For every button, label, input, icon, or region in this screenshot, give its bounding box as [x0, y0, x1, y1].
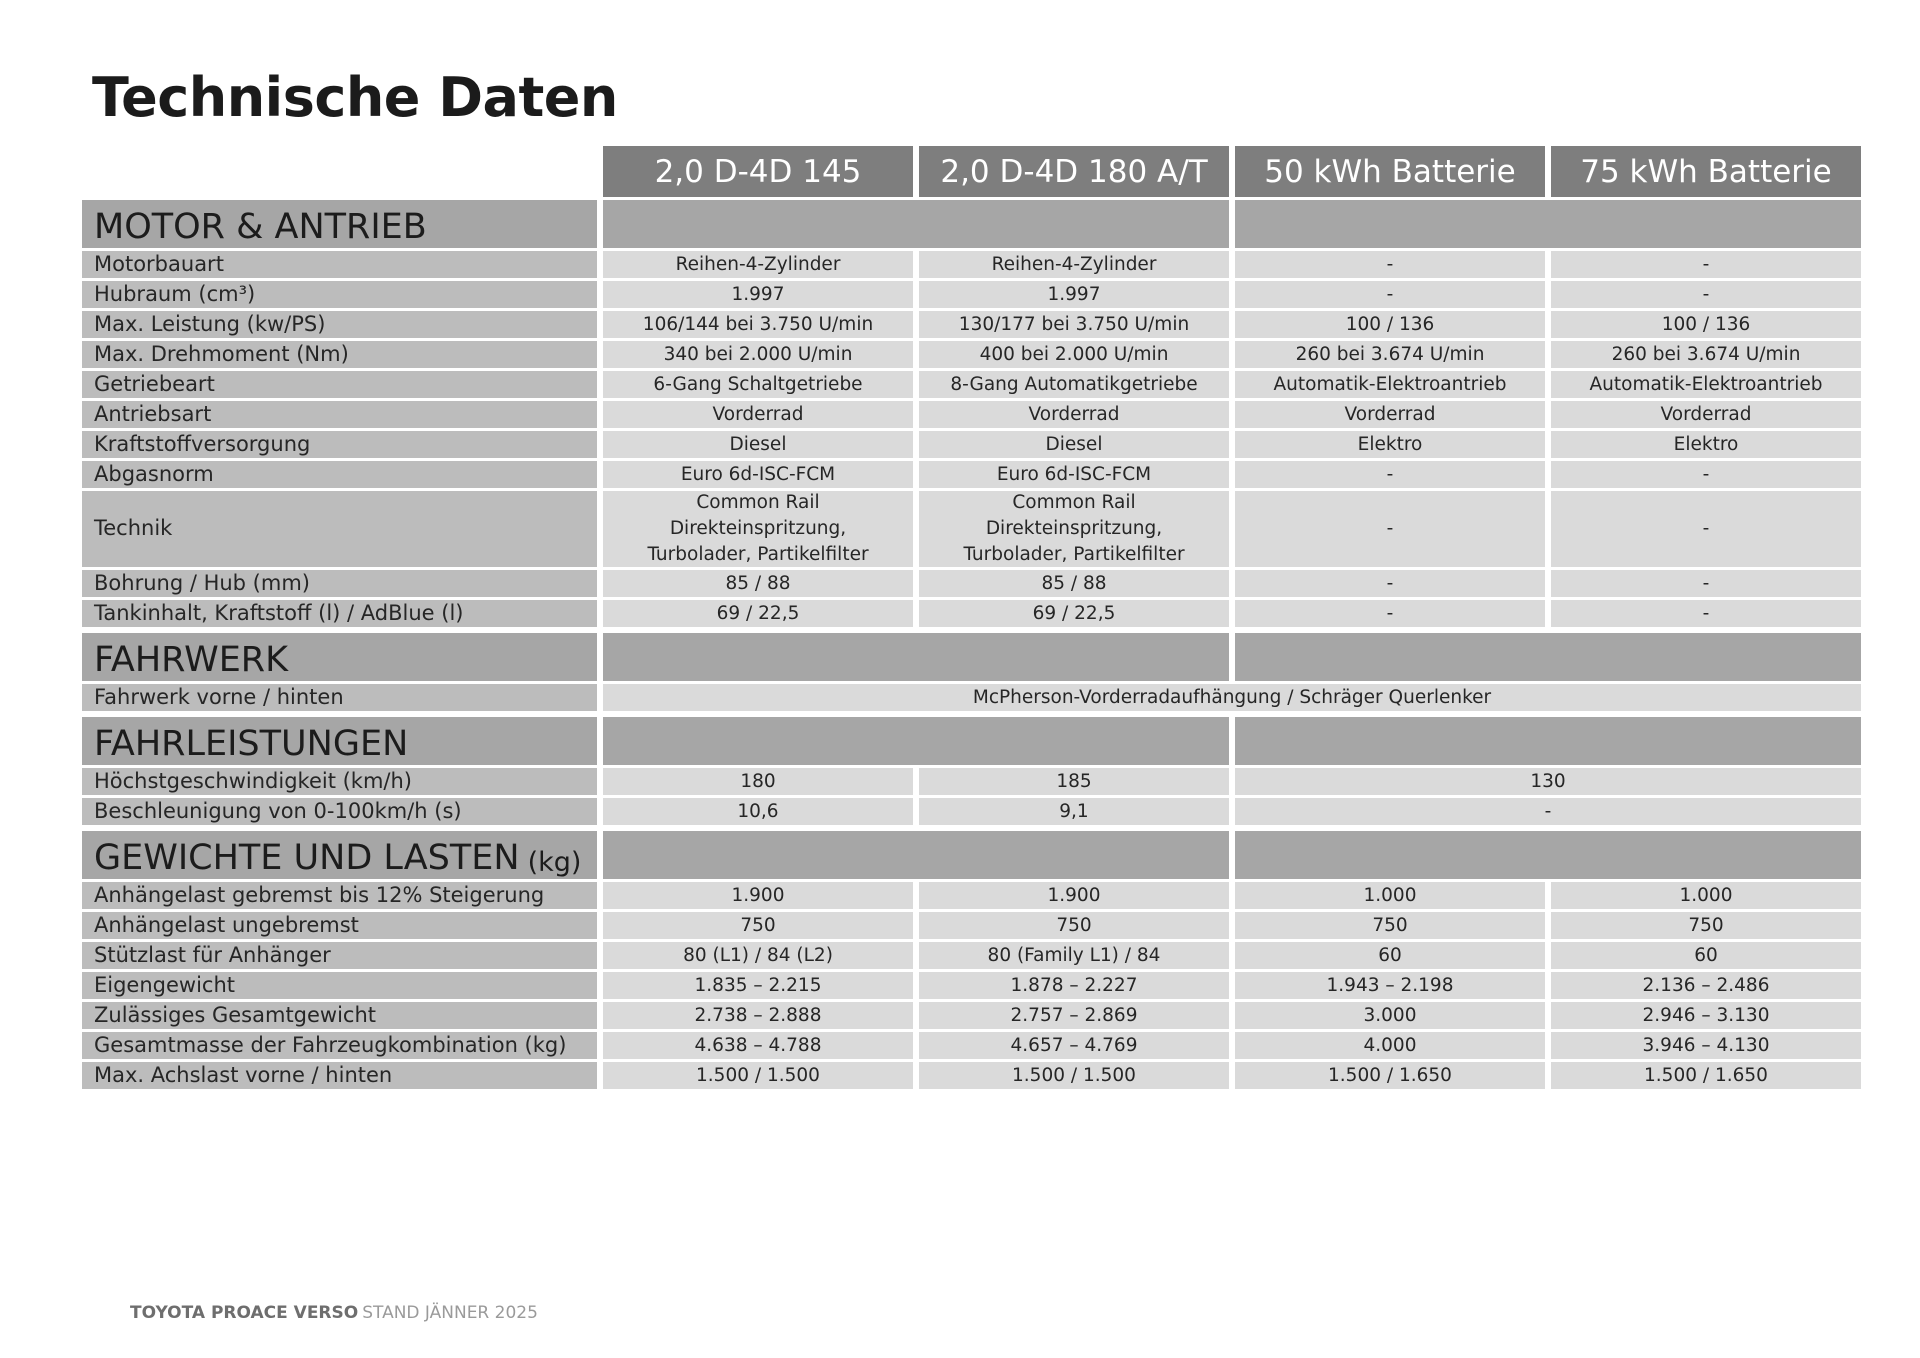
cell: -	[1235, 281, 1545, 308]
cell: 1.500 / 1.500	[603, 1062, 913, 1089]
cell: Elektro	[1551, 431, 1861, 458]
section-band-diesel	[603, 200, 1229, 248]
cell: 750	[603, 912, 913, 939]
section-title: MOTOR & ANTRIEB	[82, 200, 597, 248]
row-label: Abgasnorm	[82, 461, 597, 488]
cell: 1.878 – 2.227	[919, 972, 1229, 999]
cell: 185	[919, 768, 1229, 795]
cell: 60	[1235, 942, 1545, 969]
cell: Vorderrad	[603, 401, 913, 428]
row-label: Eigengewicht	[82, 972, 597, 999]
cell: Euro 6d-ISC-FCM	[919, 461, 1229, 488]
cell: 2.946 – 3.130	[1551, 1002, 1861, 1029]
table-row	[82, 600, 1856, 627]
cell: 260 bei 3.674 U/min	[1235, 341, 1545, 368]
cell: Common Rail Direkteinspritzung, Turbolader, Partikelfilter	[919, 491, 1229, 567]
section-header-gewichte	[82, 831, 1856, 879]
cell: 4.657 – 4.769	[919, 1032, 1229, 1059]
cell: Diesel	[603, 431, 913, 458]
cell: -	[1235, 251, 1545, 278]
cell: 10,6	[603, 798, 913, 825]
cell: -	[1551, 281, 1861, 308]
column-header-d4d-180: 2,0 D-4D 180 A/T	[919, 146, 1229, 197]
row-label: Zulässiges Gesamtgewicht	[82, 1002, 597, 1029]
cell: 85 / 88	[919, 570, 1229, 597]
cell: 180	[603, 768, 913, 795]
cell: -	[1551, 461, 1861, 488]
section-header-fahrleistungen	[82, 717, 1856, 765]
column-header-75kwh: 75 kWh Batterie	[1551, 146, 1861, 197]
cell: 60	[1551, 942, 1861, 969]
table-row	[82, 311, 1856, 338]
cell-all-models: McPherson-Vorderradaufhängung / Schräger Querlenker	[603, 684, 1861, 711]
table-row	[82, 768, 1856, 795]
header-spacer	[82, 146, 597, 197]
cell: 1.900	[919, 882, 1229, 909]
row-label: Max. Drehmoment (Nm)	[82, 341, 597, 368]
cell: 4.638 – 4.788	[603, 1032, 913, 1059]
cell: Common Rail Direkteinspritzung, Turbolader, Partikelfilter	[603, 491, 913, 567]
section-header-motor	[82, 200, 1856, 248]
section-band-diesel	[603, 633, 1229, 681]
row-label: Max. Leistung (kw/PS)	[82, 311, 597, 338]
column-header-50kwh: 50 kWh Batterie	[1235, 146, 1545, 197]
section-band-electric	[1235, 717, 1861, 765]
section-title	[82, 831, 597, 879]
cell: Automatik-Elektroantrieb	[1235, 371, 1545, 398]
cell: -	[1235, 600, 1545, 627]
cell: 1.500 / 1.500	[919, 1062, 1229, 1089]
table-row	[82, 1032, 1856, 1059]
section-title-text: GEWICHTE UND LASTEN	[94, 838, 520, 878]
table-row	[82, 882, 1856, 909]
row-label: Gesamtmasse der Fahrzeugkombination (kg)	[82, 1032, 597, 1059]
row-label: Stützlast für Anhänger	[82, 942, 597, 969]
row-label: Hubraum (cm³)	[82, 281, 597, 308]
cell: -	[1551, 491, 1861, 567]
row-label: Motorbauart	[82, 251, 597, 278]
cell: Reihen-4-Zylinder	[919, 251, 1229, 278]
cell: 3.000	[1235, 1002, 1545, 1029]
section-title: FAHRWERK	[82, 633, 597, 681]
row-label: Höchstgeschwindigkeit (km/h)	[82, 768, 597, 795]
row-label: Beschleunigung von 0-100km/h (s)	[82, 798, 597, 825]
cell: 100 / 136	[1551, 311, 1861, 338]
table-row	[82, 1002, 1856, 1029]
cell: 750	[1551, 912, 1861, 939]
cell: 4.000	[1235, 1032, 1545, 1059]
table-row	[82, 341, 1856, 368]
section-unit: (kg)	[527, 847, 582, 878]
cell: 1.500 / 1.650	[1235, 1062, 1545, 1089]
cell: Reihen-4-Zylinder	[603, 251, 913, 278]
cell: 400 bei 2.000 U/min	[919, 341, 1229, 368]
spec-table	[82, 146, 1856, 1092]
row-label: Technik	[82, 491, 597, 567]
cell: Elektro	[1235, 431, 1545, 458]
cell: Vorderrad	[919, 401, 1229, 428]
row-label: Tankinhalt, Kraftstoff (l) / AdBlue (l)	[82, 600, 597, 627]
cell: 6-Gang Schaltgetriebe	[603, 371, 913, 398]
cell: 1.500 / 1.650	[1551, 1062, 1861, 1089]
cell: 80 (Family L1) / 84	[919, 942, 1229, 969]
row-label: Getriebeart	[82, 371, 597, 398]
table-row	[82, 798, 1856, 825]
cell: -	[1235, 461, 1545, 488]
column-header-row	[82, 146, 1856, 197]
page-footer	[130, 1303, 538, 1323]
cell: 750	[1235, 912, 1545, 939]
section-header-fahrwerk	[82, 633, 1856, 681]
cell: Vorderrad	[1551, 401, 1861, 428]
row-label: Max. Achslast vorne / hinten	[82, 1062, 597, 1089]
page-title: Technische Daten	[92, 66, 618, 129]
cell: 3.946 – 4.130	[1551, 1032, 1861, 1059]
table-row	[82, 371, 1856, 398]
cell: 2.136 – 2.486	[1551, 972, 1861, 999]
table-row	[82, 491, 1856, 567]
table-row	[82, 1062, 1856, 1089]
cell: 130/177 bei 3.750 U/min	[919, 311, 1229, 338]
cell: Vorderrad	[1235, 401, 1545, 428]
cell: 1.000	[1551, 882, 1861, 909]
table-row	[82, 972, 1856, 999]
table-row	[82, 684, 1856, 711]
footer-date: STAND JÄNNER 2025	[362, 1303, 538, 1323]
cell: 85 / 88	[603, 570, 913, 597]
table-row	[82, 401, 1856, 428]
cell: 340 bei 2.000 U/min	[603, 341, 913, 368]
cell-electric-models: 130	[1235, 768, 1861, 795]
row-label: Antriebsart	[82, 401, 597, 428]
cell: 69 / 22,5	[919, 600, 1229, 627]
cell: -	[1551, 570, 1861, 597]
cell: 1.943 – 2.198	[1235, 972, 1545, 999]
cell: 750	[919, 912, 1229, 939]
cell: -	[1551, 600, 1861, 627]
row-label: Anhängelast gebremst bis 12% Steigerung	[82, 882, 597, 909]
table-row	[82, 281, 1856, 308]
section-band-diesel	[603, 717, 1229, 765]
cell: 1.000	[1235, 882, 1545, 909]
column-header-d4d-145: 2,0 D-4D 145	[603, 146, 913, 197]
cell: 1.900	[603, 882, 913, 909]
cell: Automatik-Elektroantrieb	[1551, 371, 1861, 398]
cell: 2.757 – 2.869	[919, 1002, 1229, 1029]
cell: 1.997	[919, 281, 1229, 308]
section-band-diesel	[603, 831, 1229, 879]
table-row	[82, 461, 1856, 488]
table-row	[82, 431, 1856, 458]
cell: 80 (L1) / 84 (L2)	[603, 942, 913, 969]
row-label: Fahrwerk vorne / hinten	[82, 684, 597, 711]
row-label: Kraftstoffversorgung	[82, 431, 597, 458]
cell: -	[1235, 491, 1545, 567]
cell: 260 bei 3.674 U/min	[1551, 341, 1861, 368]
table-row	[82, 251, 1856, 278]
cell: 8-Gang Automatikgetriebe	[919, 371, 1229, 398]
cell: 106/144 bei 3.750 U/min	[603, 311, 913, 338]
cell: 69 / 22,5	[603, 600, 913, 627]
cell: 1.997	[603, 281, 913, 308]
table-row	[82, 942, 1856, 969]
section-title: FAHRLEISTUNGEN	[82, 717, 597, 765]
section-band-electric	[1235, 200, 1861, 248]
cell: -	[1551, 251, 1861, 278]
section-band-electric	[1235, 633, 1861, 681]
table-row	[82, 570, 1856, 597]
cell: Diesel	[919, 431, 1229, 458]
table-row	[82, 912, 1856, 939]
cell: 2.738 – 2.888	[603, 1002, 913, 1029]
cell-electric-models: -	[1235, 798, 1861, 825]
cell: 1.835 – 2.215	[603, 972, 913, 999]
cell: Euro 6d-ISC-FCM	[603, 461, 913, 488]
row-label: Anhängelast ungebremst	[82, 912, 597, 939]
cell: 9,1	[919, 798, 1229, 825]
footer-brand: TOYOTA PROACE VERSO	[130, 1303, 359, 1323]
cell: 100 / 136	[1235, 311, 1545, 338]
section-band-electric	[1235, 831, 1861, 879]
row-label: Bohrung / Hub (mm)	[82, 570, 597, 597]
cell: -	[1235, 570, 1545, 597]
